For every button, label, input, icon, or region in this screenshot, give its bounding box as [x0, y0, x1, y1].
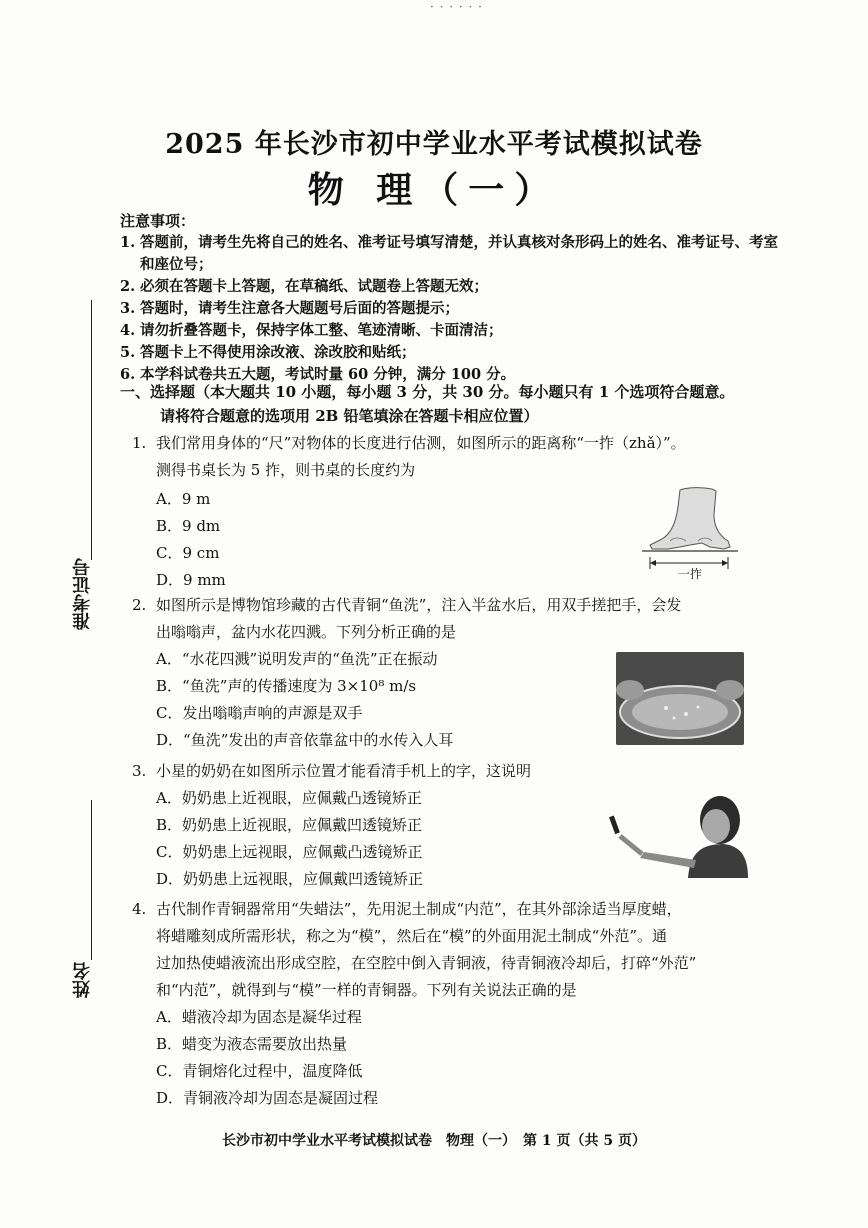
option-b[interactable]: B．“鱼洗”声的传播速度为 3×10⁸ m/s [156, 677, 417, 695]
name-line [91, 800, 92, 960]
note-item: 4. 请勿折叠答题卡，保持字体工整、笔迹清晰、卡面清洁； [120, 322, 503, 339]
question-text: 出嗡嗡声，盆内水花四溅。下列分析正确的是 [156, 623, 457, 641]
question-text: 我们常用身体的“尺”对物体的长度进行估测，如图所示的距离称“一拃（zhǎ）”。 [156, 434, 686, 452]
option-b[interactable]: B．9 dm [156, 517, 221, 535]
question-4 [132, 896, 812, 1112]
option-c[interactable]: C．青铜熔化过程中，温度降低 [156, 1062, 363, 1080]
question-text: 如图所示是博物馆珍藏的古代青铜“鱼洗”，注入半盆水后，用双手搓把手，会发 [156, 596, 682, 614]
option-b[interactable]: B．蜡变为液态需要放出热量 [156, 1035, 348, 1053]
option-c[interactable]: C．发出嗡嗡声响的声源是双手 [156, 704, 363, 722]
bronze-basin-photo [616, 652, 744, 745]
question-text: 将蜡雕刻成所需形状，称之为“模”，然后在“模”的外面用泥土制成“外范”。通 [156, 927, 668, 945]
option-a[interactable]: A．9 m [156, 490, 211, 508]
hand-span-figure [640, 485, 740, 580]
option-d[interactable]: D．奶奶患上远视眼，应佩戴凹透镜矫正 [156, 870, 424, 888]
question-text: 测得书桌长为 5 拃，则书桌的长度约为 [156, 461, 416, 479]
notes-list [120, 232, 780, 386]
option-a[interactable]: A．奶奶患上近视眼，应佩戴凸透镜矫正 [156, 789, 422, 807]
question-number: 2. [132, 596, 147, 614]
note-item: 2. 必须在答题卡上答题，在草稿纸、试题卷上答题无效； [120, 278, 488, 295]
top-fragment: · · · · · · [430, 0, 483, 14]
question-text: 古代制作青铜器常用“失蜡法”，先用泥土制成“内范”，在其外部涂适当厚度蜡， [156, 900, 682, 918]
figure-label: 一拃 [678, 567, 703, 581]
option-d[interactable]: D．9 mm [156, 571, 226, 589]
page-footer: 长沙市初中学业水平考试模拟试卷 物理（一） 第 1 页（共 5 页） [222, 1133, 646, 1149]
question-number: 4. [132, 900, 147, 918]
question-number: 1. [132, 434, 147, 452]
exam-title: 2025 年长沙市初中学业水平考试模拟试卷 [165, 129, 703, 160]
question-text: 和“内范”，就得到与“模”一样的青铜器。下列有关说法正确的是 [156, 981, 577, 999]
exam-number-label: 准考证号 [72, 558, 93, 630]
section-line-2: 请将符合题意的选项用 2B 铅笔填涂在答题卡相应位置） [160, 407, 539, 425]
basin-illustration [616, 652, 744, 745]
note-item: 5. 答题卡上不得使用涂改液、涂改胶和贴纸； [120, 344, 416, 361]
notes-heading: 注意事项： [120, 212, 196, 230]
question-text: 小星的奶奶在如图所示位置才能看清手机上的字，这说明 [156, 762, 532, 780]
section-line-1: 一、选择题（本大题共 10 小题，每小题 3 分，共 30 分。每小题只有 1 个选项符合题意。 [120, 383, 735, 401]
note-item: 6. 本学科试卷共五大题，考试时量 60 分钟，满分 100 分。 [120, 366, 516, 383]
note-item: 3. 答题时，请考生注意各大题题号后面的答题提示； [120, 300, 459, 317]
option-a[interactable]: A．蜡液冷却为固态是凝华过程 [156, 1008, 362, 1026]
section-heading [120, 380, 800, 428]
question-number: 3. [132, 762, 147, 780]
option-c[interactable]: C．9 cm [156, 544, 220, 562]
option-a[interactable]: A．“水花四溅”说明发声的“鱼洗”正在振动 [156, 650, 438, 668]
option-b[interactable]: B．奶奶患上近视眼，应佩戴凹透镜矫正 [156, 816, 423, 834]
grandmother-illustration [604, 790, 748, 878]
option-d[interactable]: D．青铜液冷却为固态是凝固过程 [156, 1089, 379, 1107]
note-item: 1. 答题前，请考生先将自己的姓名、准考证号填写清楚，并认真核对条形码上的姓名、准考证号、考室和座位号； [120, 234, 778, 273]
question-text: 过加热使蜡液流出形成空腔，在空腔中倒入青铜液，待青铜液冷却后，打碎“外范” [156, 954, 697, 972]
subject-title: 物 理（一） [307, 169, 561, 211]
option-c[interactable]: C．奶奶患上远视眼，应佩戴凸透镜矫正 [156, 843, 423, 861]
grandmother-phone-photo [604, 790, 748, 878]
option-d[interactable]: D．“鱼洗”发出的声音依靠盆中的水传入人耳 [156, 731, 454, 749]
name-label: 姓名 [72, 962, 93, 998]
exam-number-line [91, 300, 92, 560]
